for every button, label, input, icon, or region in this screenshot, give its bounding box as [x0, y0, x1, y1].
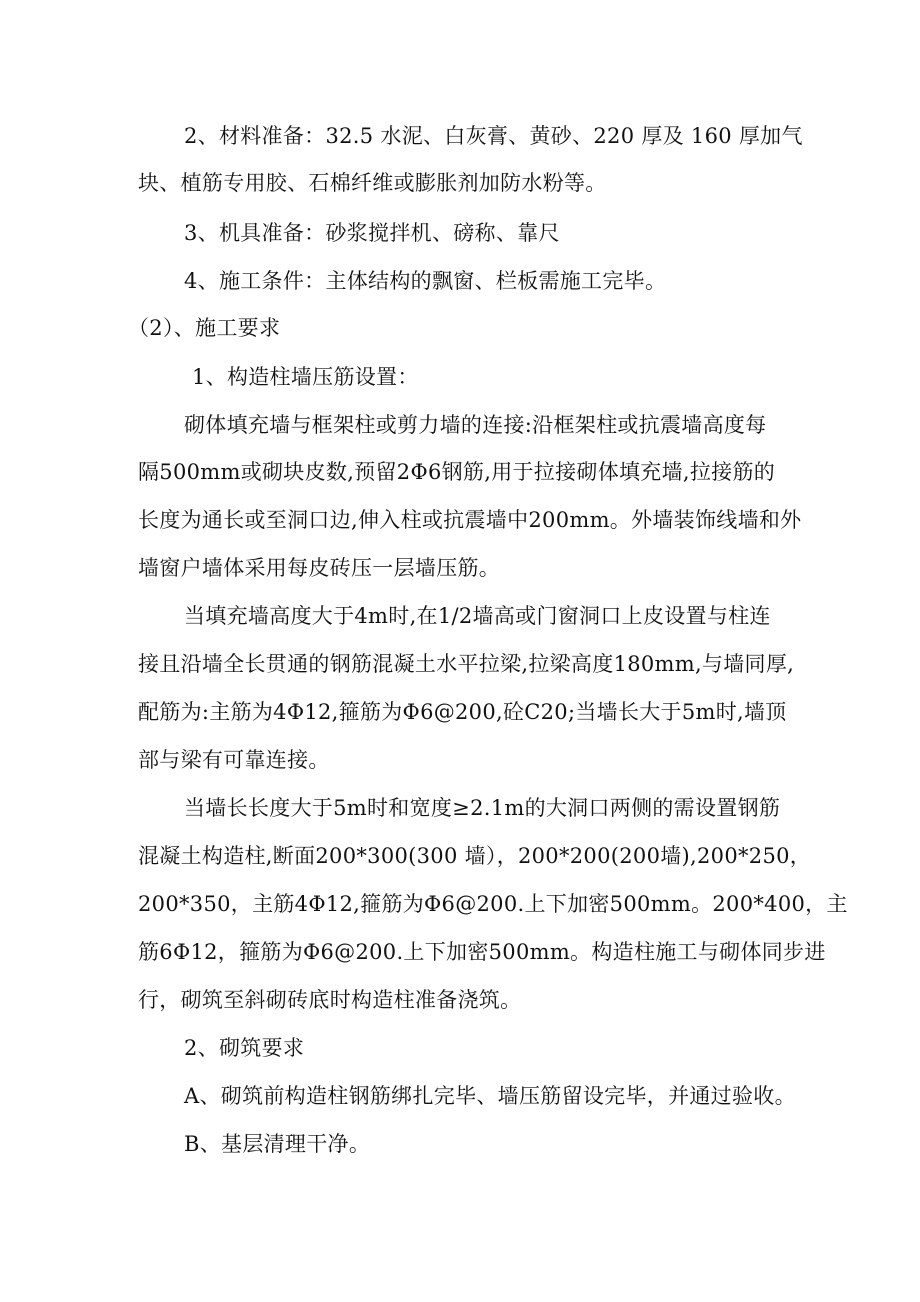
paragraph-structural-column-line-3: 200*350，主筋4Φ12,箍筋为Φ6@200.上下加密500mm。200*400，主 — [138, 892, 848, 916]
text-line-tool-prep: 3、机具准备：砂浆搅拌机、磅称、靠尺 — [184, 221, 560, 245]
paragraph-structural-column-line-2: 混凝土构造柱,断面200*300(300 墙），200*200(200墙),200*250， — [138, 844, 812, 868]
text-line-requirement-a: A、砌筑前构造柱钢筋绑扎完毕、墙压筋留设完毕，并通过验收。 — [184, 1084, 796, 1108]
paragraph-infill-wall-connection-line-3: 长度为通长或至洞口边,伸入柱或抗震墙中200mm。外墙装饰线墙和外 — [138, 508, 802, 532]
paragraph-structural-column-line-5: 行，砌筑至斜砌砖底时构造柱准备浇筑。 — [138, 988, 522, 1012]
paragraph-infill-wall-connection-line-1: 砌体填充墙与框架柱或剪力墙的连接:沿框架柱或抗震墙高度每 — [184, 413, 767, 437]
paragraph-tie-beam-line-1: 当填充墙高度大于4m时,在1/2墙高或门窗洞口上皮设置与柱连 — [184, 604, 771, 628]
paragraph-structural-column-line-4: 筋6Φ12，箍筋为Φ6@200.上下加密500mm。构造柱施工与砌体同步进 — [138, 940, 826, 964]
section-heading-construction-requirements: （2）、施工要求 — [128, 316, 281, 340]
subheading-column-wall-rebar: 1、构造柱墙压筋设置： — [192, 365, 419, 389]
paragraph-tie-beam-line-4: 部与梁有可靠连接。 — [138, 748, 330, 772]
text-line-material-prep: 2、材料准备：32.5 水泥、白灰膏、黄砂、220 厚及 160 厚加气 — [184, 124, 803, 148]
text-line-construction-conditions: 4、施工条件：主体结构的飘窗、栏板需施工完毕。 — [184, 269, 667, 293]
paragraph-tie-beam-line-3: 配筋为:主筋为4Φ12,箍筋为Φ6@200,砼C20;当墙长大于5m时,墙顶 — [138, 700, 787, 724]
text-line-material-prep-cont: 块、植筋专用胶、石棉纤维或膨胀剂加防水粉等。 — [138, 171, 607, 195]
paragraph-infill-wall-connection-line-4: 墙窗户墙体采用每皮砖压一层墙压筋。 — [138, 556, 501, 580]
paragraph-tie-beam-line-2: 接且沿墙全长贯通的钢筋混凝土水平拉梁,拉梁高度180mm,与墙同厚, — [138, 652, 795, 676]
subheading-masonry-requirements: 2、砌筑要求 — [184, 1036, 305, 1060]
paragraph-infill-wall-connection-line-2: 隔500mm或砌块皮数,预留2Φ6钢筋,用于拉接砌体填充墙,拉接筋的 — [138, 460, 776, 484]
text-line-requirement-b: B、基层清理干净。 — [184, 1132, 371, 1156]
paragraph-structural-column-line-1: 当墙长长度大于5m时和宽度≥2.1m的大洞口两侧的需设置钢筋 — [184, 796, 781, 820]
